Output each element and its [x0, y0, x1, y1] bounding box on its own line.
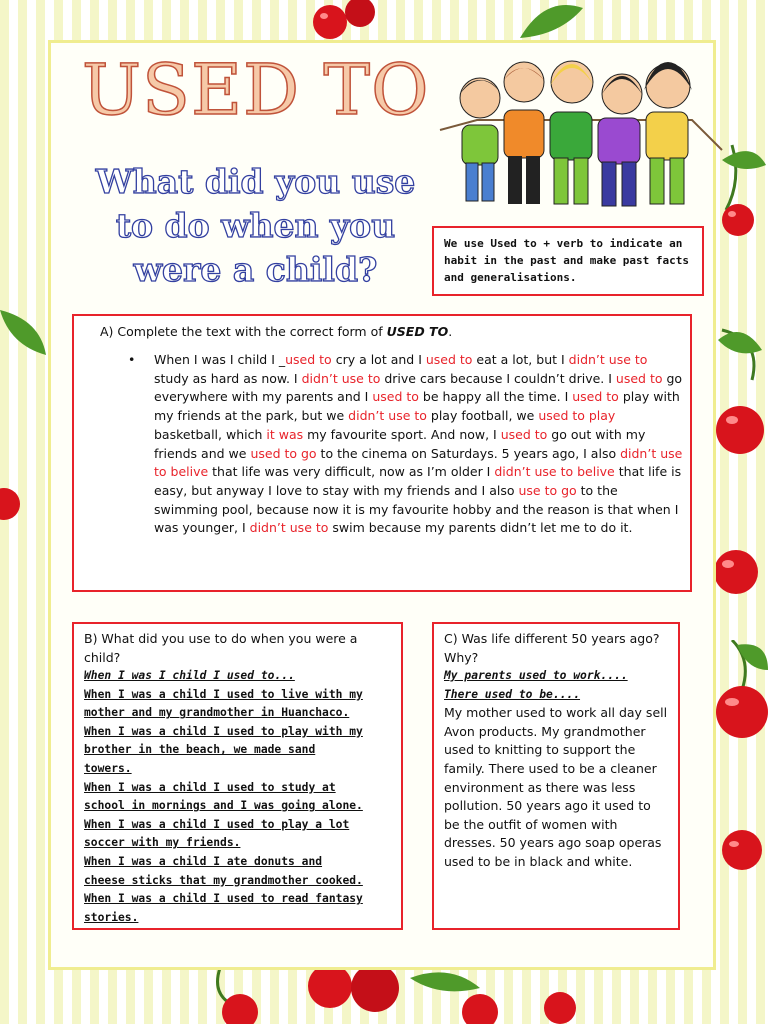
bullet: • — [128, 352, 136, 367]
cherry-icon — [300, 0, 390, 40]
answer-line: When I was a child I used to read fantasy — [84, 892, 363, 906]
page-subtitle: What did you use to do when you were a child? — [95, 162, 416, 289]
text-segment: go out with my friends and we — [154, 426, 646, 461]
answer-fill: used to — [425, 352, 473, 367]
leaf-icon — [515, 0, 585, 40]
exercise-c-prompts — [444, 667, 668, 704]
text-segment: that life was very difficult, now as I’m older I — [208, 464, 495, 480]
children-illustration — [432, 50, 728, 220]
answer-fill: used to play — [538, 408, 616, 424]
answer-line: When I was a child I used to play with my — [84, 724, 363, 738]
text-segment: play with my friends at the park, but we — [154, 389, 680, 424]
text-segment: that life is easy, but anyway I love to stay with my friends and I also — [154, 464, 682, 498]
exercise-b — [72, 622, 403, 930]
answer-line: towers. — [84, 761, 132, 775]
answer-line: When I was a child I used to play a lot — [84, 817, 350, 831]
text-segment: to the swimming pool, because now it is my favourite hobby and the reason is that when I was younger, I — [154, 482, 679, 536]
cherry-icon — [180, 968, 580, 1024]
grammar-note: We use Used to + verb to indicate an habit in the past and make past facts and generalisations. — [432, 226, 704, 296]
cherry-icon — [712, 640, 768, 750]
answer-fill: didn’t use to — [348, 408, 427, 424]
text-segment: basketball, which — [154, 426, 267, 442]
exercise-b-answers — [84, 667, 391, 927]
answer-line: school in mornings and I was going alone. — [84, 799, 363, 813]
answer-fill: used to — [285, 352, 332, 367]
exercise-c-question: C) Was life different 50 years ago? Why? — [444, 631, 660, 665]
exercise-c-answer: My mother used to work all day sell Avon products. My grandmother used to knitting to support the family. There used to be a cleaner environment as there was less pollution. 50 years ago it used to be the outfit of women with dresses. 50 years ago soap operas used to be in black and white. — [444, 705, 668, 869]
exercise-a — [72, 314, 692, 592]
cherry-icon — [712, 320, 768, 460]
prompt-line: My parents used to work.... — [444, 669, 628, 682]
text-segment: go everywhere with my parents and I — [154, 370, 683, 405]
text-segment: eat a lot, but I — [472, 352, 569, 367]
text-segment: be happy all the time. I — [418, 389, 573, 405]
answer-fill: didn’t use to belive — [494, 464, 615, 480]
text-segment: my favourite sport. And now, I — [303, 426, 501, 442]
text-segment: drive cars because I couldn’t drive. I — [380, 370, 616, 386]
answer-fill: didn’t use to belive — [154, 445, 683, 480]
leaf-icon — [0, 300, 48, 360]
exercise-a-text — [128, 351, 684, 538]
answer-line: soccer with my friends. — [84, 836, 241, 850]
answer-fill: used to go — [250, 445, 317, 461]
prompt-line: There used to be.... — [444, 687, 581, 701]
answer-line: stories. — [84, 910, 139, 924]
answer-line: cheese sticks that my grandmother cooked. — [84, 873, 363, 887]
answer-line: mother and my grandmother in Huanchaco. — [84, 706, 350, 720]
cherry-icon — [0, 480, 48, 530]
cherry-icon — [712, 540, 768, 610]
answer-fill: use to go — [518, 482, 577, 498]
answer-fill: used to — [572, 389, 619, 405]
text-segment: play football, we — [426, 408, 539, 424]
text-segment: study as hard as now. I — [154, 370, 302, 386]
exercise-b-question: B) What did you use to do when you were a child? — [84, 631, 358, 665]
answer-fill: didn’t use to — [568, 352, 648, 367]
answer-fill: used to — [500, 426, 548, 442]
answer-fill: didn’t use to — [249, 520, 329, 536]
cherry-icon — [712, 820, 768, 880]
answer-line: When I was a child I used to study at — [84, 780, 336, 794]
text-segment: swim because my parents didn’t let me to do it. — [328, 520, 633, 536]
answer-fill: used to — [372, 389, 419, 405]
answer-line: When I was I child I used to... — [84, 669, 295, 682]
answer-line: When I was a child I ate donuts and — [84, 854, 323, 868]
exercise-c — [432, 622, 680, 930]
answer-line: When I was a child I used to live with my — [84, 687, 363, 701]
answer-fill: it was — [266, 426, 304, 442]
text-segment: cry a lot and I — [331, 352, 426, 367]
page-title: USED TO — [82, 49, 430, 131]
text-segment: to the cinema on Saturdays. 5 years ago, I also — [316, 445, 621, 461]
exercise-a-instruction: A) Complete the text with the correct form of USED TO. — [100, 324, 453, 339]
answer-fill: used to — [615, 370, 663, 386]
answer-line: brother in the beach, we made sand — [84, 743, 316, 757]
answer-fill: didn’t use to — [301, 370, 381, 386]
text-segment: When I was I child I _ — [154, 352, 286, 367]
